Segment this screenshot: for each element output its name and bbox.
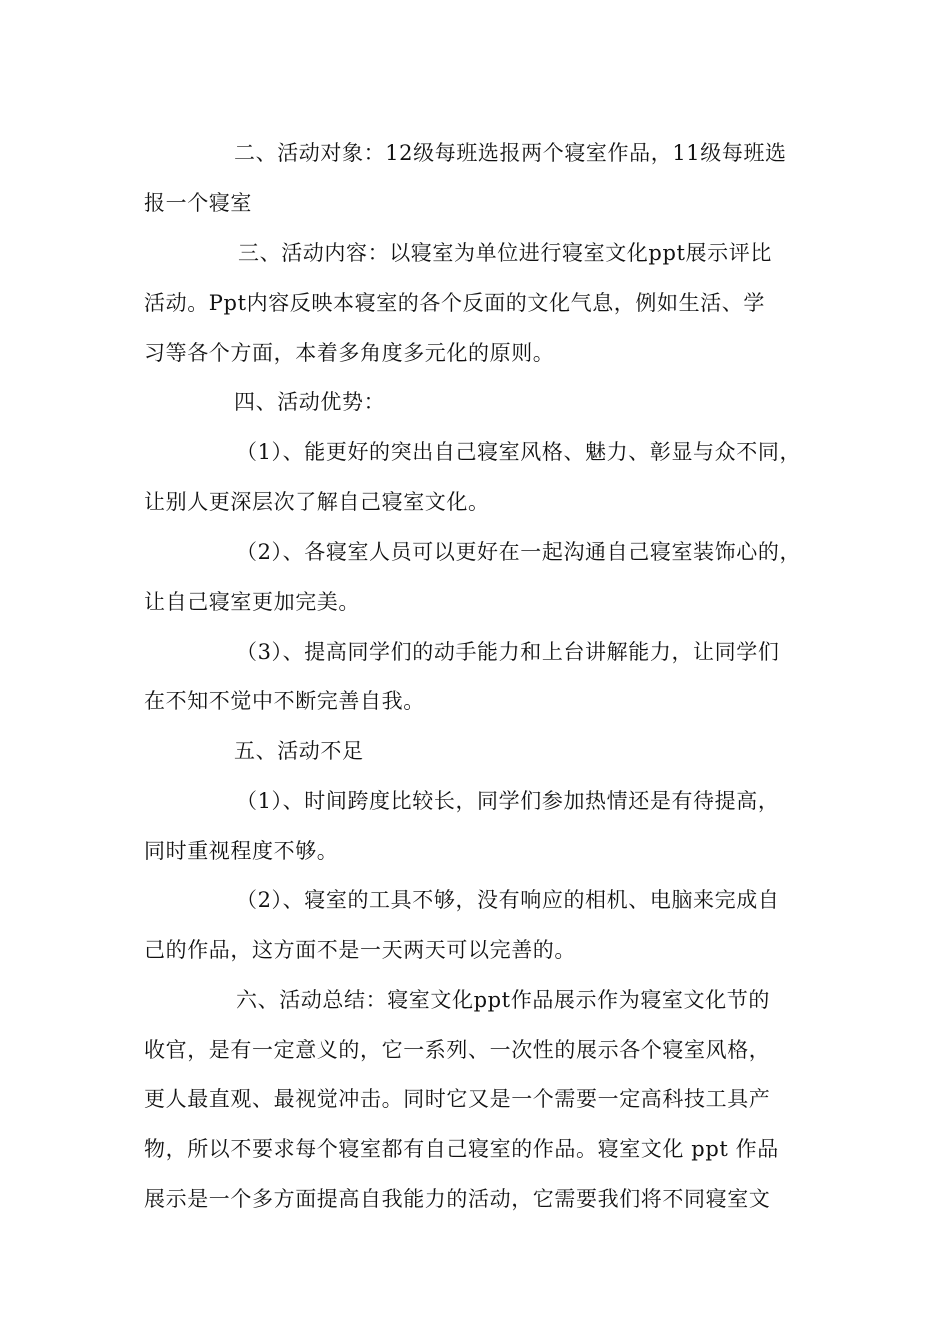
section-3-line-2: 活动。Ppt内容反映本寝室的各个反面的文化气息，例如生活、学 xyxy=(144,291,766,315)
section-2-line-2: 报一个寝室 xyxy=(144,191,252,215)
section-6-line-4: 物，所以不要求每个寝室都有自己寝室的作品。寝室文化 ppt 作品 xyxy=(144,1137,779,1161)
shortcoming-1-line-1: （1）、时间跨度比较长，同学们参加热情还是有待提高， xyxy=(236,789,780,813)
section-6-line-3: 更人最直观、最视觉冲击。同时它又是一个需要一定高科技工具产 xyxy=(144,1087,771,1111)
section-3-line-3: 习等各个方面，本着多角度多元化的原则。 xyxy=(144,341,555,365)
shortcoming-2-line-1: （2）、寝室的工具不够，没有响应的相机、电脑来完成自 xyxy=(236,888,780,912)
section-6-line-2: 收官，是有一定意义的，它一系列、一次性的展示各个寝室风格， xyxy=(144,1038,771,1062)
section-5-heading: 五、活动不足 xyxy=(234,739,364,763)
advantage-1-line-2: 让别人更深层次了解自己寝室文化。 xyxy=(144,490,490,514)
advantage-1-line-1: （1）、能更好的突出自己寝室风格、魅力、彰显与众不同， xyxy=(236,440,802,464)
shortcoming-2-line-2: 己的作品，这方面不是一天两天可以完善的。 xyxy=(144,938,576,962)
shortcoming-1-line-2: 同时重视程度不够。 xyxy=(144,839,339,863)
section-3-line-1: 三、活动内容：以寝室为单位进行寝室文化ppt展示评比 xyxy=(238,241,772,265)
advantage-2-line-1: （2）、各寝室人员可以更好在一起沟通自己寝室装饰心的， xyxy=(236,540,802,564)
section-2-line-1: 二、活动对象：12级每班选报两个寝室作品，11级每班选 xyxy=(234,141,787,165)
section-4-heading: 四、活动优势： xyxy=(234,390,386,414)
advantage-3-line-1: （3）、提高同学们的动手能力和上台讲解能力，让同学们 xyxy=(236,640,780,664)
advantage-2-line-2: 让自己寝室更加完美。 xyxy=(144,590,360,614)
advantage-3-line-2: 在不知不觉中不断完善自我。 xyxy=(144,689,425,713)
section-6-line-5: 展示是一个多方面提高自我能力的活动，它需要我们将不同寝室文 xyxy=(144,1187,771,1211)
section-6-line-1: 六、活动总结：寝室文化ppt作品展示作为寝室文化节的 xyxy=(236,988,770,1012)
